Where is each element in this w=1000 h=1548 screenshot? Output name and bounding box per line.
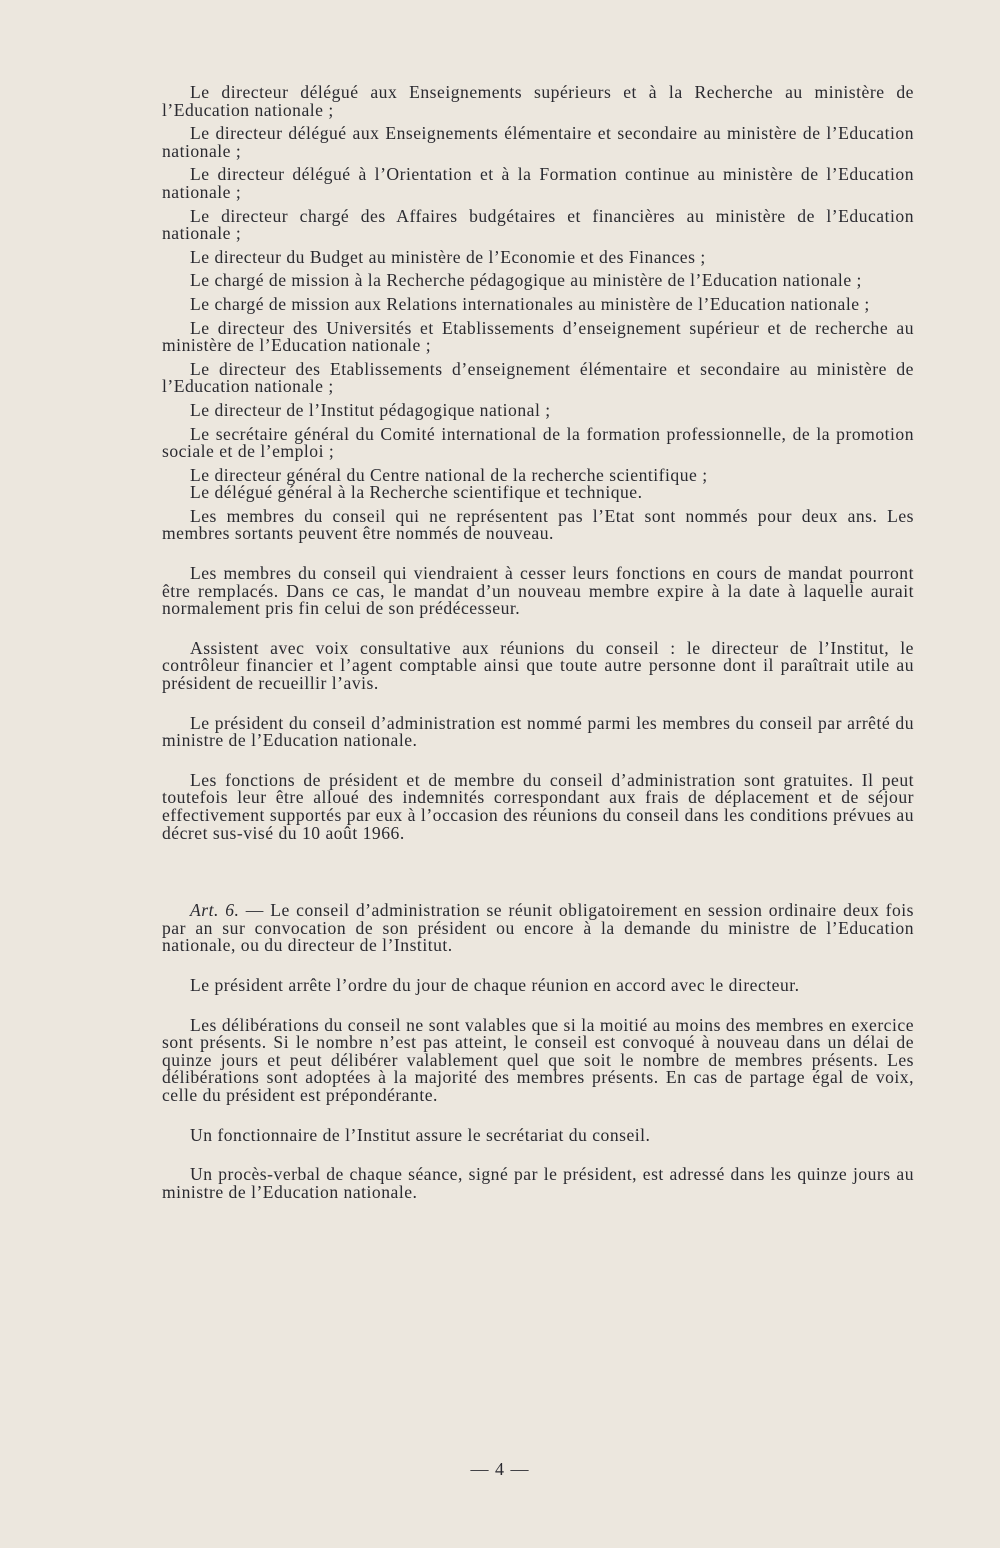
paragraph-agenda: Le président arrête l’ordre du jour de chaque réunion en accord avec le directeur. [190, 974, 800, 995]
paragraph-president: Le président du conseil d’administration est nommé parmi les membres du conseil par arrêté du ministre de l’Education nationale. [162, 712, 914, 751]
paragraph-secretariat: Un fonctionnaire de l’Institut assure le secrétariat du conseil. [190, 1124, 651, 1145]
member-item-6: Le chargé de mission à la Recherche pédagogique au ministère de l’Education nationale ; [190, 270, 862, 291]
page-number: — 4 — [470, 1459, 530, 1479]
member-item-3: Le directeur délégué à l’Orientation et à la Formation continue au ministère de l’Education nationale ; [162, 164, 914, 202]
article-6-paragraph [162, 902, 914, 955]
member-item-2: Le directeur délégué aux Enseignements élémentaire et secondaire au ministère de l’Education nationale ; [162, 123, 914, 161]
member-item-1: Le directeur délégué aux Enseignements supérieurs et à la Recherche au ministère de l’Education nationale ; [162, 82, 914, 120]
paragraph-term: Les membres du conseil qui ne représentent pas l’Etat sont nommés pour deux ans. Les membres sortants peuvent être nommés de nouveau. [162, 505, 914, 544]
member-item-9: Le directeur des Etablissements d’enseignement élémentaire et secondaire au ministère de l’Education nationale ; [162, 358, 914, 397]
member-item-12: Le directeur général du Centre national de la recherche scientifique ; [190, 464, 708, 485]
article-6-text: — Le conseil d’administration se réunit obligatoirement en session ordinaire deux fois par an sur convocation de son président ou encore à la demande du ministre de l’Education nationale, ou du directeur de l’Institut. [162, 900, 915, 956]
member-item-13: Le délégué général à la Recherche scientifique et technique. [190, 482, 643, 503]
paragraph-minutes: Un procès-verbal de chaque séance, signé par le président, est adressé dans les quinze jours au ministre de l’Education nationale. [162, 1164, 914, 1202]
member-item-5: Le directeur du Budget au ministère de l’Economie et des Finances ; [190, 246, 706, 267]
paragraph-replacement: Les membres du conseil qui viendraient à cesser leurs fonctions en cours de mandat pourront être remplacés. Dans ce cas, le mandat d’un nouveau membre expire à la date à laquelle aurait normalement pris fin celui de son prédécesseur. [162, 563, 914, 619]
paragraph-functions: Les fonctions de président et de membre du conseil d’administration sont gratuites. Il peut toutefois leur être alloué des indemnités correspondant aux frais de déplacement et de séjour effectivement supportés par eux à l’occasion des réunions du conseil dans les conditions prévues au décret sus-visé du 10 août 1966. [162, 769, 914, 843]
paragraph-deliberations: Les délibérations du conseil ne sont valables que si la moitié au moins des membres en exercice sont présents. Si le nombre n’est pas atteint, le conseil est convoqué à nouveau dans un délai de quinze jours et peut délibérer valablement quel que soit le nombre de membres présents. Les délibérations sont adoptées à la majorité des membres présents. En cas de partage égal de voix, celle du président est prépondérante. [162, 1014, 914, 1105]
member-item-11: Le secrétaire général du Comité international de la formation professionnelle, de la promotion sociale et de l’emploi ; [162, 423, 914, 462]
body-text [162, 84, 914, 1201]
member-item-4: Le directeur chargé des Affaires budgétaires et financières au ministère de l’Education nationale ; [162, 205, 914, 244]
member-item-8: Le directeur des Universités et Etablissements d’enseignement supérieur et de recherche au ministère de l’Education nationale ; [162, 317, 914, 356]
member-item-7: Le chargé de mission aux Relations internationales au ministère de l’Education nationale ; [190, 293, 870, 314]
article-label: Art. 6. [190, 900, 240, 921]
member-item-10: Le directeur de l’Institut pédagogique national ; [190, 399, 551, 420]
paragraph-consultative: Assistent avec voix consultative aux réunions du conseil : le directeur de l’Institut, le contrôleur financier et l’agent comptable ainsi que toute autre personne dont il paraîtrait utile au président de recueillir l’avis. [162, 637, 914, 694]
